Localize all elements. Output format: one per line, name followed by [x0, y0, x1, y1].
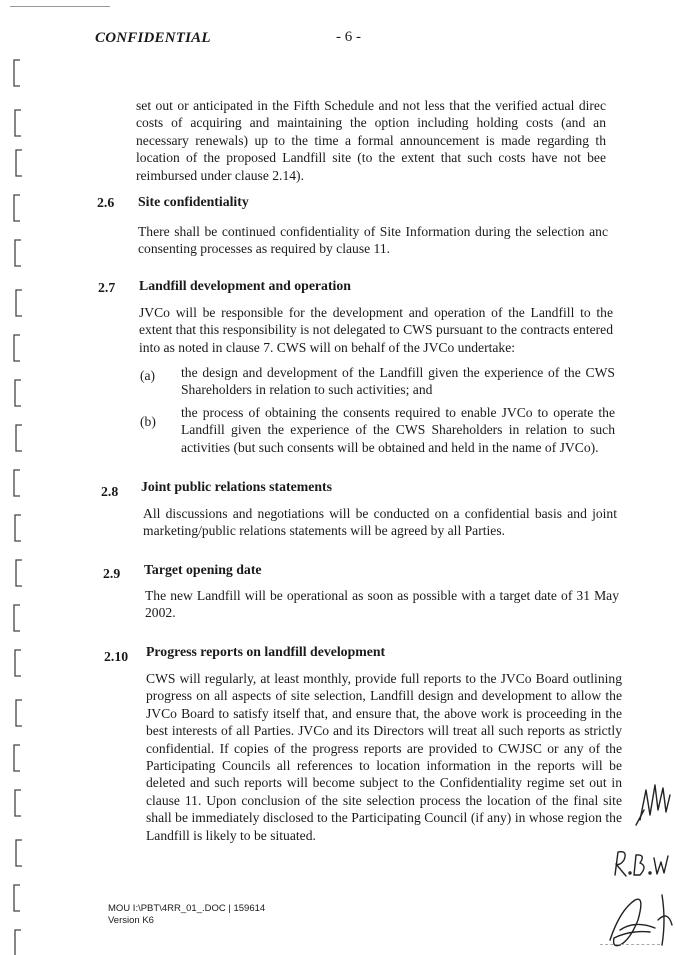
section-heading-2-10: Progress reports on landfill development	[146, 644, 386, 659]
section-heading-2-9: Target opening date	[144, 562, 262, 577]
binder-bracket	[14, 335, 20, 361]
section-heading-2-6: Site confidentiality	[138, 194, 249, 209]
binder-bracket	[16, 560, 22, 586]
binder-bracket	[16, 150, 22, 176]
binder-bracket	[14, 605, 20, 631]
section-number-2-9: 2.9	[103, 566, 121, 581]
binder-bracket	[14, 885, 20, 911]
footer-version: Version K6	[108, 915, 154, 926]
binder-bracket	[16, 290, 22, 316]
section-heading-2-7: Landfill development and operation	[139, 278, 351, 293]
binder-bracket	[15, 240, 21, 266]
handwritten-initials	[600, 780, 675, 955]
binder-bracket	[15, 650, 21, 676]
confidential-label: CONFIDENTIAL	[95, 30, 211, 46]
binder-bracket	[16, 840, 22, 866]
section-body-2-7: JVCo will be responsible for the development and operation of the Landfill to the extent that this responsibility is not delegated to CWS pursuant to the contracts entered into as noted in clause 7. CWS will on behalf of the JVCo undertake:	[139, 305, 613, 355]
section-body-2-10: CWS will regularly, at least monthly, provide full reports to the JVCo Board outlining progress on all aspects of site selection, Landfill design and development to allow the JVCo Board to satisfy itself that, and ensure that, the above work is proceeding in the best interests of all Parties. JVCo and its Directors will treat all such reports as strictly confidential. If copies of the progress reports are provided to CWJSC or any of the Participating Councils all references to location information in the reports will be deleted and such reports will become subject to the Confidentiality regime set out in clause 11. Upon conclusion of the site selection process the location of the final site shall be immediately disclosed to the Participating Council (if any) in whose region the Landfill is likely to be situated.	[146, 671, 622, 843]
binder-bracket	[14, 745, 20, 771]
footer	[108, 903, 265, 927]
binder-bracket	[15, 515, 21, 541]
binder-bracket	[15, 790, 21, 816]
item-label-b: (b)	[140, 414, 156, 429]
page-number: - 6 -	[336, 29, 361, 45]
scan-edge-line-bottom	[600, 944, 660, 946]
binder-bracket	[16, 425, 22, 451]
item-text-b: the process of obtaining the consents required to enable JVCo to operate the Landfill given the experience of the CWS Shareholders in relation to such activities (but such consents will be obtained and held in the name of JVCo).	[181, 405, 615, 455]
binder-bracket	[14, 195, 20, 221]
section-number-2-8: 2.8	[101, 484, 119, 499]
binder-bracket	[14, 60, 20, 86]
item-label-a: (a)	[140, 368, 156, 383]
section-body-2-8: All discussions and negotiations will be conducted on a confidential basis and joint marketing/public relations statements will be agreed by all Parties.	[143, 506, 617, 539]
binder-bracket	[15, 110, 21, 136]
section-number-2-6: 2.6	[97, 195, 115, 210]
section-number-2-7: 2.7	[98, 280, 116, 295]
binder-bracket	[15, 930, 21, 955]
item-text-a: the design and development of the Landfill given the experience of the CWS Shareholders in relation to such activities; and	[181, 365, 615, 398]
footer-file-ref: MOU I:\PBT\4RR_01_.DOC | 159614	[108, 903, 266, 914]
binder-marks	[0, 0, 60, 955]
section-number-2-10: 2.10	[104, 649, 129, 664]
binder-bracket	[15, 380, 21, 406]
intro-paragraph: set out or anticipated in the Fifth Schedule and not less that the verified actual direc costs of acquiring and maintaining the option including holding costs (and an necessary renewals) up to the time a formal announcement is made regarding th location of the proposed Landfill site (to the extent that such costs have not bee reimbursed under clause 2.14).	[136, 98, 606, 183]
binder-bracket	[14, 470, 20, 496]
binder-bracket	[16, 700, 22, 726]
section-body-2-9: The new Landfill will be operational as soon as possible with a target date of 31 May 2002.	[145, 588, 619, 621]
section-body-2-6: There shall be continued confidentiality of Site Information during the selection anc consenting processes as required by clause 11.	[138, 224, 608, 257]
section-heading-2-8: Joint public relations statements	[141, 479, 332, 494]
